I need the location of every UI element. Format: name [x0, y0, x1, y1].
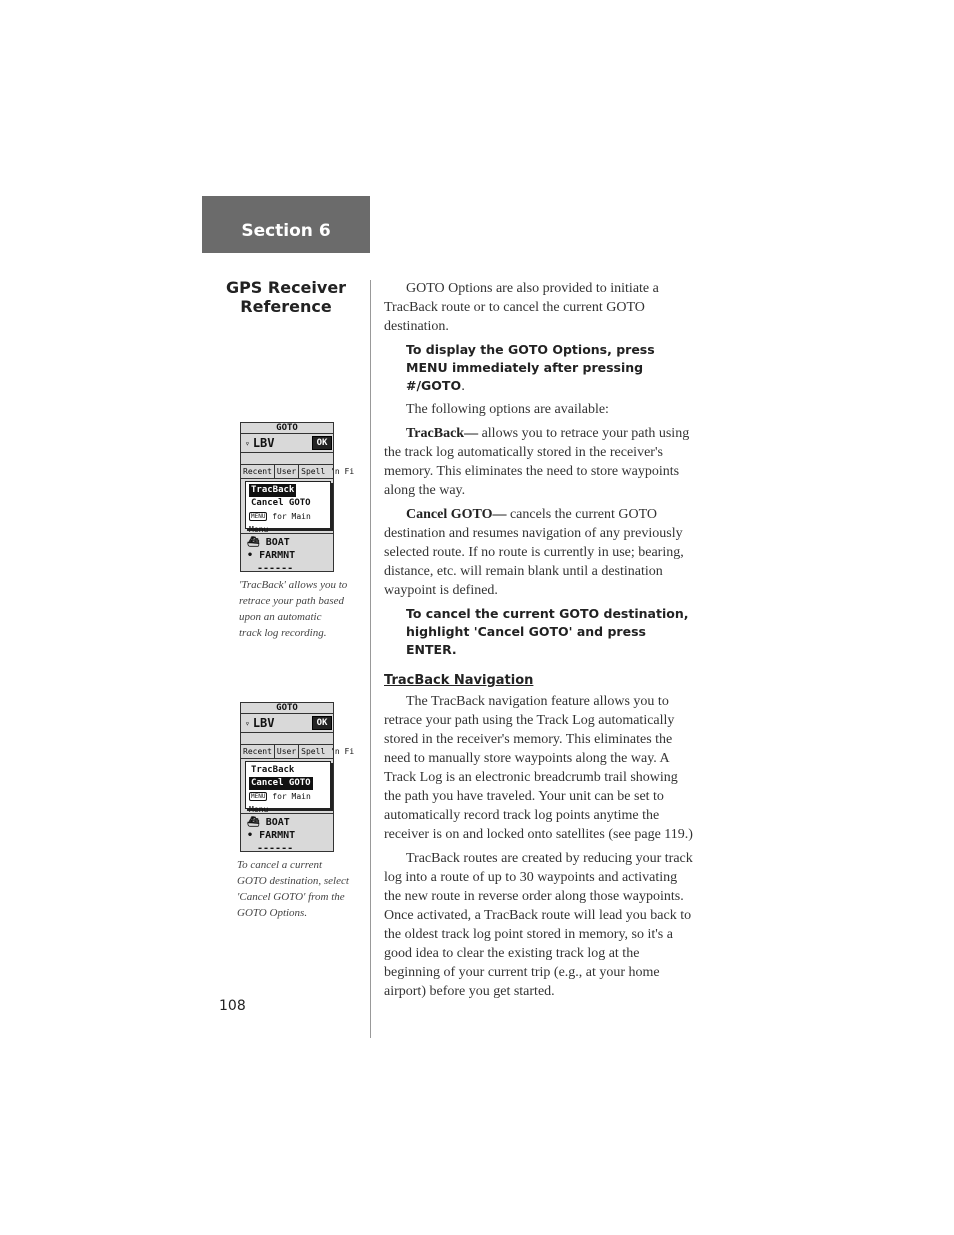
list-item: ------ [257, 843, 294, 854]
paragraph-cancel-goto [384, 505, 694, 600]
instruction-end: . [461, 378, 466, 393]
boat-icon: ⛴ [247, 817, 260, 828]
waypoint-list [241, 533, 333, 575]
instruction-text: To display the GOTO Options, press MENU immediately after pressing #/GOTO [406, 342, 655, 393]
waypoint-name: LBV [252, 716, 275, 730]
instruction-cancel-goto: To cancel the current GOTO destination, highlight 'Cancel GOTO' and press ENTER. [406, 606, 689, 657]
gps-screen-tracback [240, 422, 355, 574]
tab-recent: Recent [241, 745, 275, 758]
side-title-line-1: GPS Receiver [225, 278, 347, 297]
caption-line: GOTO Options. [237, 907, 308, 919]
caption-line: GOTO destination, select [237, 875, 349, 887]
side-title-line-2: Reference [240, 297, 332, 316]
list-item: FARMNT [259, 830, 296, 841]
screen-tabs [241, 464, 355, 479]
caption-line: retrace your path based [239, 595, 344, 607]
list-item: FARMNT [259, 550, 296, 561]
cancel-goto-lead: Cancel GOTO— [406, 507, 507, 522]
boat-icon: ⛴ [247, 537, 260, 548]
tracback-lead: TracBack— [406, 426, 479, 441]
tab-user: User [275, 465, 299, 478]
list-item: ------ [257, 563, 294, 574]
tab-spell: Spell 'n Fi [301, 747, 355, 756]
bullet-icon: • [247, 550, 254, 561]
screen-tabs [241, 744, 355, 759]
menu-key-icon: MENU [251, 513, 266, 520]
tab-spell: Spell 'n Fi [301, 467, 355, 476]
caption-tracback [239, 577, 347, 641]
paragraph-tracback [384, 424, 694, 500]
option-tracback: TracBack [251, 765, 295, 775]
menu-key-icon: MENU [251, 793, 266, 800]
option-cancel-goto: Cancel GOTO [251, 778, 311, 788]
menu-hint: for Main Menu [249, 512, 311, 534]
option-cancel-goto: Cancel GOTO [251, 498, 311, 508]
gps-screen-cancel-goto [240, 702, 355, 854]
goto-options-popup [245, 481, 331, 534]
side-title [202, 278, 370, 316]
paragraph-intro: GOTO Options are also provided to initiate a TracBack route or to cancel the current GOTO destination. [384, 281, 659, 334]
ok-button: OK [312, 436, 332, 450]
main-text [384, 279, 694, 1006]
caption-line: track log recording. [239, 627, 327, 639]
paragraph-options-available: The following options are available: [406, 402, 609, 417]
waypoint-icon: ▿ [245, 438, 250, 448]
caption-cancel-goto [237, 857, 349, 921]
tab-user: User [275, 745, 299, 758]
screen-title: GOTO [241, 423, 333, 434]
option-tracback: TracBack [251, 485, 295, 495]
caption-line: 'TracBack' allows you to [239, 579, 348, 591]
waypoint-list [241, 813, 333, 855]
waypoint-name: LBV [252, 436, 275, 450]
tracback-text: allows you to retrace your path using the track log automatically stored in the receiver's memory. This eliminates the need to store waypoints along the way. [384, 426, 690, 498]
cancel-goto-text: cancels the current GOTO destination and resumes navigation of any previously selected route. If no route is currently in use; bearing, distance, etc. will remain blank until a destination waypoint is defined. [384, 507, 684, 598]
section-label: Section 6 [241, 220, 331, 241]
list-item: BOAT [265, 537, 290, 548]
paragraph-tracback-navigation: The TracBack navigation feature allows you to retrace your path using the Track Log automatically stored in the receiver's memory. This eliminates the need to manually store waypoints along the way. A Track Log is an electronic breadcrumb trail showing the path you have traveled. Your unit can be set to automatically record track log points anytime the receiver is on and locked onto satellites (see page 119.) [384, 694, 693, 842]
waypoint-row [241, 714, 333, 733]
waypoint-row [241, 434, 333, 453]
column-divider [370, 280, 371, 1038]
section-tab [202, 196, 370, 253]
bullet-icon: • [247, 830, 254, 841]
caption-line: 'Cancel GOTO' from the [237, 891, 345, 903]
tab-recent: Recent [241, 465, 275, 478]
ok-button: OK [312, 716, 332, 730]
waypoint-icon: ▿ [245, 718, 250, 728]
screen-title: GOTO [241, 703, 333, 714]
heading-tracback-navigation: TracBack Navigation [384, 673, 534, 688]
caption-line: To cancel a current [237, 859, 323, 871]
list-item: BOAT [265, 817, 290, 828]
page-number: 108 [219, 998, 246, 1014]
instruction-display-options [384, 341, 694, 395]
paragraph-tracback-routes: TracBack routes are created by reducing your track log into a route of up to 30 waypoints and activating the new route in reverse order along those waypoints. Once activated, a TracBack route will lead you back to the oldest track log point stored in memory, so it's a good idea to clear the existing track log at the beginning of your current trip (e.g., at your home airport) before you get started. [384, 851, 693, 999]
caption-line: upon an automatic [239, 611, 322, 623]
menu-hint: for Main Menu [249, 792, 311, 814]
goto-options-popup [245, 761, 331, 814]
